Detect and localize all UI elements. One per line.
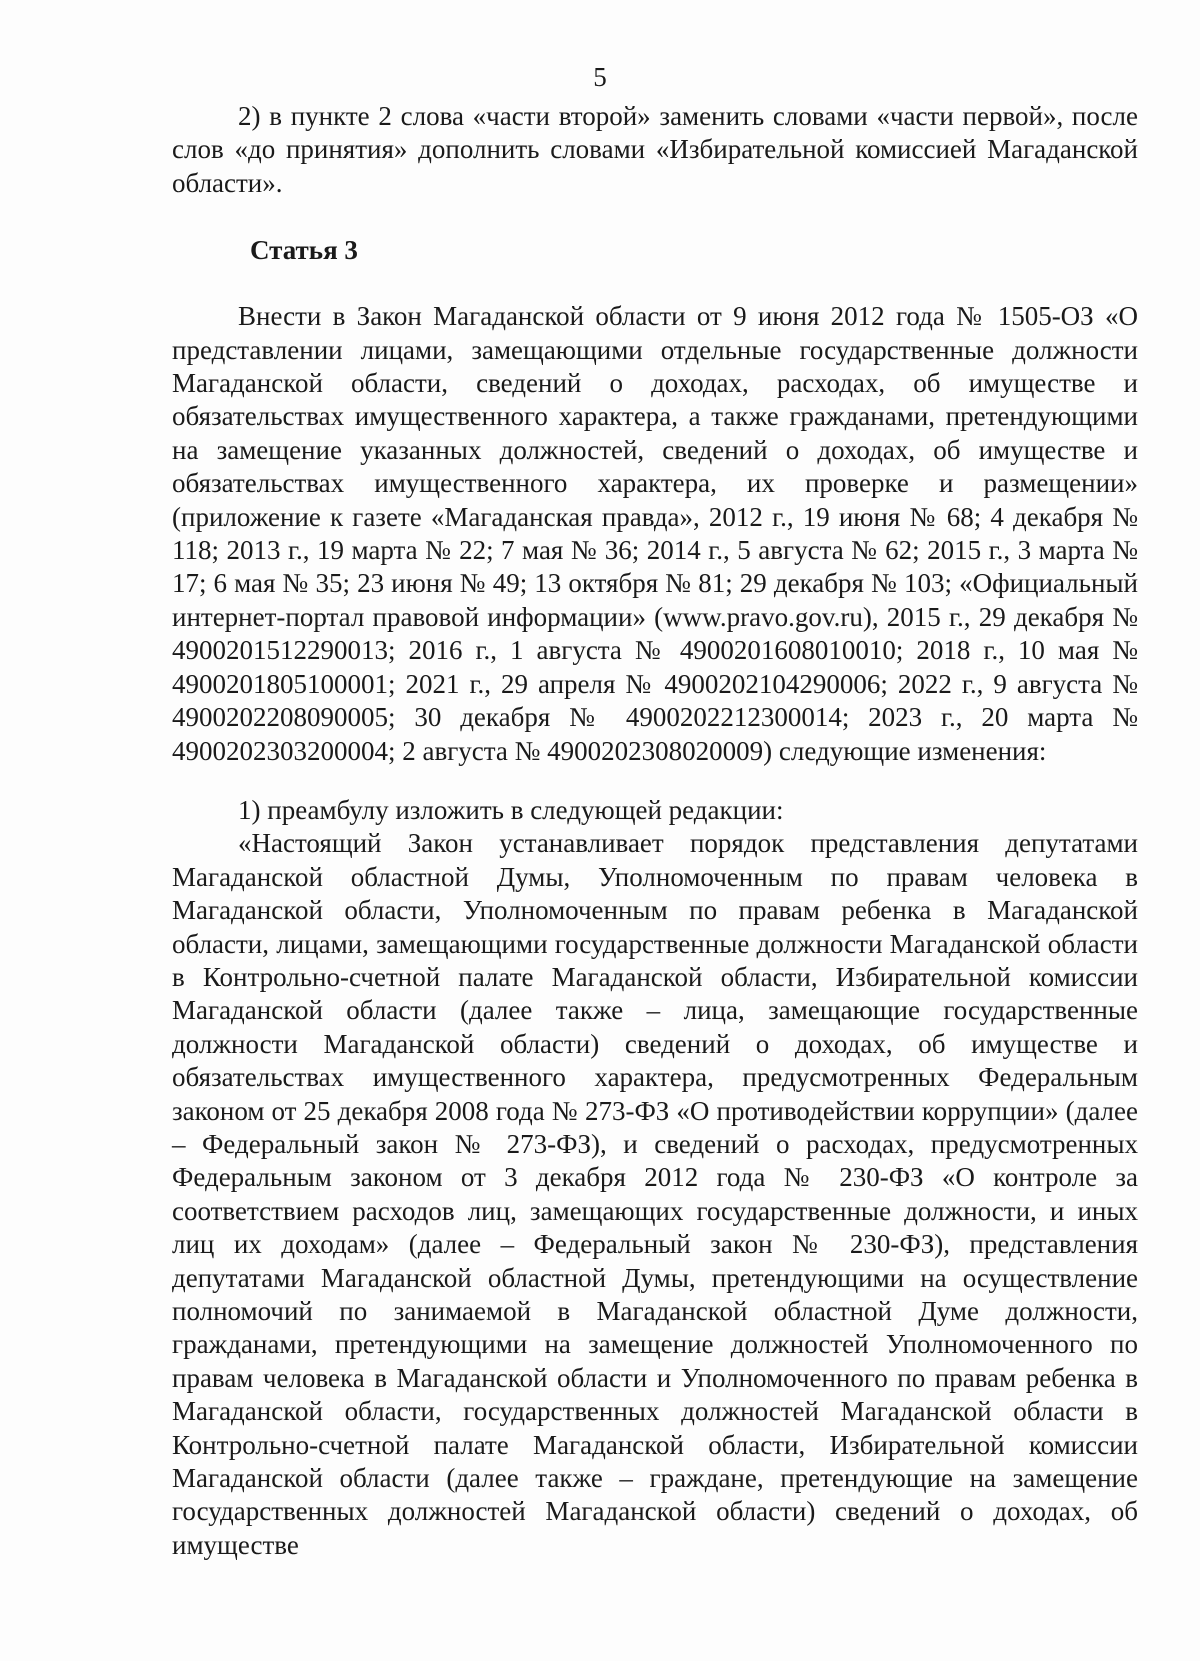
paragraph-article-intro: Внести в Закон Магаданской области от 9 июня 2012 года № 1505-ОЗ «О представлении лицами, замещающими отдельные государственные должности Магаданской области, сведений о доходах, расходах, об имуществе и обязательствах имущественного характера, а также гражданами, претендующими на замещение указанных должностей, сведений о доходах, об имуществе и обязательствах имущественного характера, их проверке и размещении» (приложение к газете «Магаданская правда», 2012 г., 19 июня № 68; 4 декабря № 118; 2013 г., 19 марта № 22; 7 мая № 36; 2014 г., 5 августа № 62; 2015 г., 3 марта № 17; 6 мая № 35; 23 июня № 49; 13 октября № 81; 29 декабря № 103; «Официальный интернет-портал правовой информации» (www.pravo.gov.ru), 2015 г., 29 декабря № 4900201512290013; 2016 г., 1 августа № 4900201608010010; 2018 г., 10 мая № 4900201805100001; 2021 г., 29 апреля № 4900202104290006; 2022 г., 9 августа № 4900202208090005; 30 декабря № 4900202212300014; 2023 г., 20 марта № 4900202303200004; 2 августа № 4900202308020009) следующие изменения: (172, 301, 1138, 766)
document-body (172, 100, 1138, 1562)
paragraph-preamble: «Настоящий Закон устанавливает порядок представления депутатами Магаданской областной Думы, Уполномоченным по правам человека в Магаданской области, Уполномоченным по правам ребенка в Магаданской области, лицами, замещающими государственные должности Магаданской области в Контрольно-счетной палате Магаданской области, Избирательной комиссии Магаданской области (далее также – лица, замещающие государственные должности Магаданской области) сведений о доходах, об имуществе и обязательствах имущественного характера, предусмотренных Федеральным законом от 25 декабря 2008 года № 273-ФЗ «О противодействии коррупции» (далее – Федеральный закон № 273-ФЗ), и сведений о расходах, предусмотренных Федеральным законом от 3 декабря 2012 года № 230-ФЗ «О контроле за соответствием расходов лиц, замещающих государственные должности, и иных лиц их доходам» (далее – Федеральный закон № 230-ФЗ), представления депутатами Магаданской областной Думы, претендующими на осуществление полномочий по занимаемой в Магаданской областной Думе должности, гражданами, претендующими на замещение должностей Уполномоченного по правам человека в Магаданской области и Уполномоченного по правам ребенка в Магаданской области, государственных должностей Магаданской области в Контрольно-счетной палате Магаданской области, Избирательной комиссии Магаданской области (далее также – граждане, претендующие на замещение государственных должностей Магаданской области) сведений о доходах, об имуществе (172, 828, 1138, 1560)
article-heading: Статья 3 (250, 235, 358, 266)
paragraph-subitem-1: 1) преамбулу изложить в следующей редакции: (238, 794, 784, 825)
page-number: 5 (593, 62, 607, 92)
paragraph-item-2: 2) в пункте 2 слова «части второй» заменить словами «части первой», после слов «до принятия» дополнить словами «Избирательной комиссией Магаданской области». (172, 101, 1138, 198)
